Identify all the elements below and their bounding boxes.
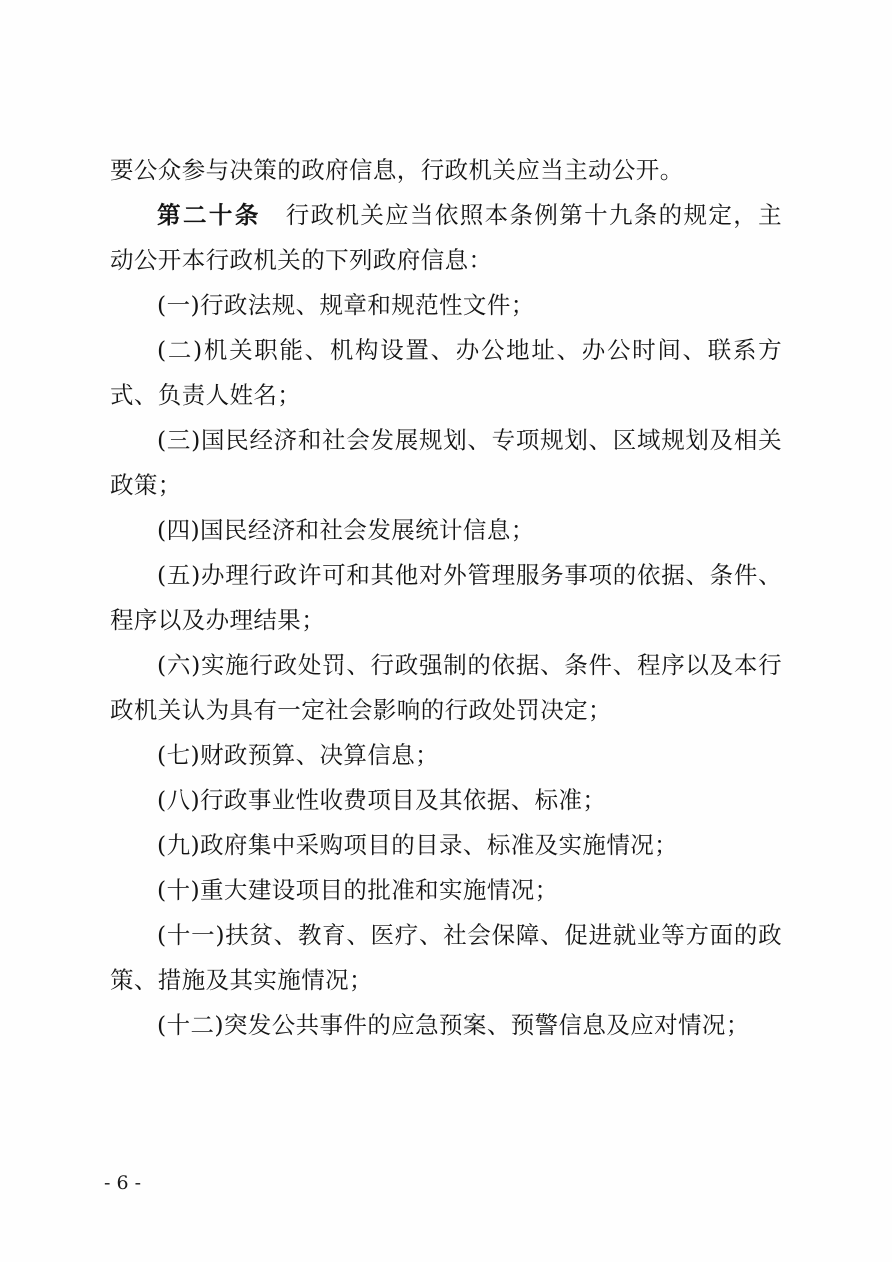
list-item-7: (七)财政预算、决算信息； — [157, 741, 440, 769]
article-heading: 第二十条 — [157, 201, 261, 229]
page-number: - 6 - — [104, 1172, 142, 1194]
list-item-11: (十一)扶贫、教育、医疗、社会保障、促进就业等方面的政策、措施及其实施情况； — [110, 921, 782, 994]
paragraph-continuation: 要公众参与决策的政府信息，行政机关应当主动公开。 — [110, 156, 684, 184]
article-heading-spacer — [261, 201, 286, 229]
list-item-3: (三)国民经济和社会发展规划、专项规划、区域规划及相关政策； — [110, 426, 782, 499]
list-item-8: (八)行政事业性收费项目及其依据、标准； — [157, 786, 607, 814]
list-item-9: (九)政府集中采购项目的目录、标准及实施情况； — [157, 831, 679, 859]
list-item-4: (四)国民经济和社会发展统计信息； — [157, 516, 535, 544]
list-item-6: (六)实施行政处罚、行政强制的依据、条件、程序以及本行政机关认为具有一定社会影响的行政处罚决定； — [110, 651, 782, 724]
list-item-1: (一)行政法规、规章和规范性文件； — [157, 291, 535, 319]
article-text: 行政机关应当依照本条例第十九条的规定，主动公开本行政机关的下列政府信息： — [110, 201, 783, 274]
document-body — [110, 148, 782, 1048]
paragraph-article-20 — [110, 193, 782, 283]
list-item-5: (五)办理行政许可和其他对外管理服务事项的依据、条件、程序以及办理结果； — [110, 561, 782, 634]
list-item-12: (十二)突发公共事件的应急预案、预警信息及应对情况； — [157, 1011, 750, 1039]
list-item-2: (二)机关职能、机构设置、办公地址、办公时间、联系方式、负责人姓名； — [110, 336, 782, 409]
list-item-10: (十)重大建设项目的批准和实施情况； — [157, 876, 559, 904]
